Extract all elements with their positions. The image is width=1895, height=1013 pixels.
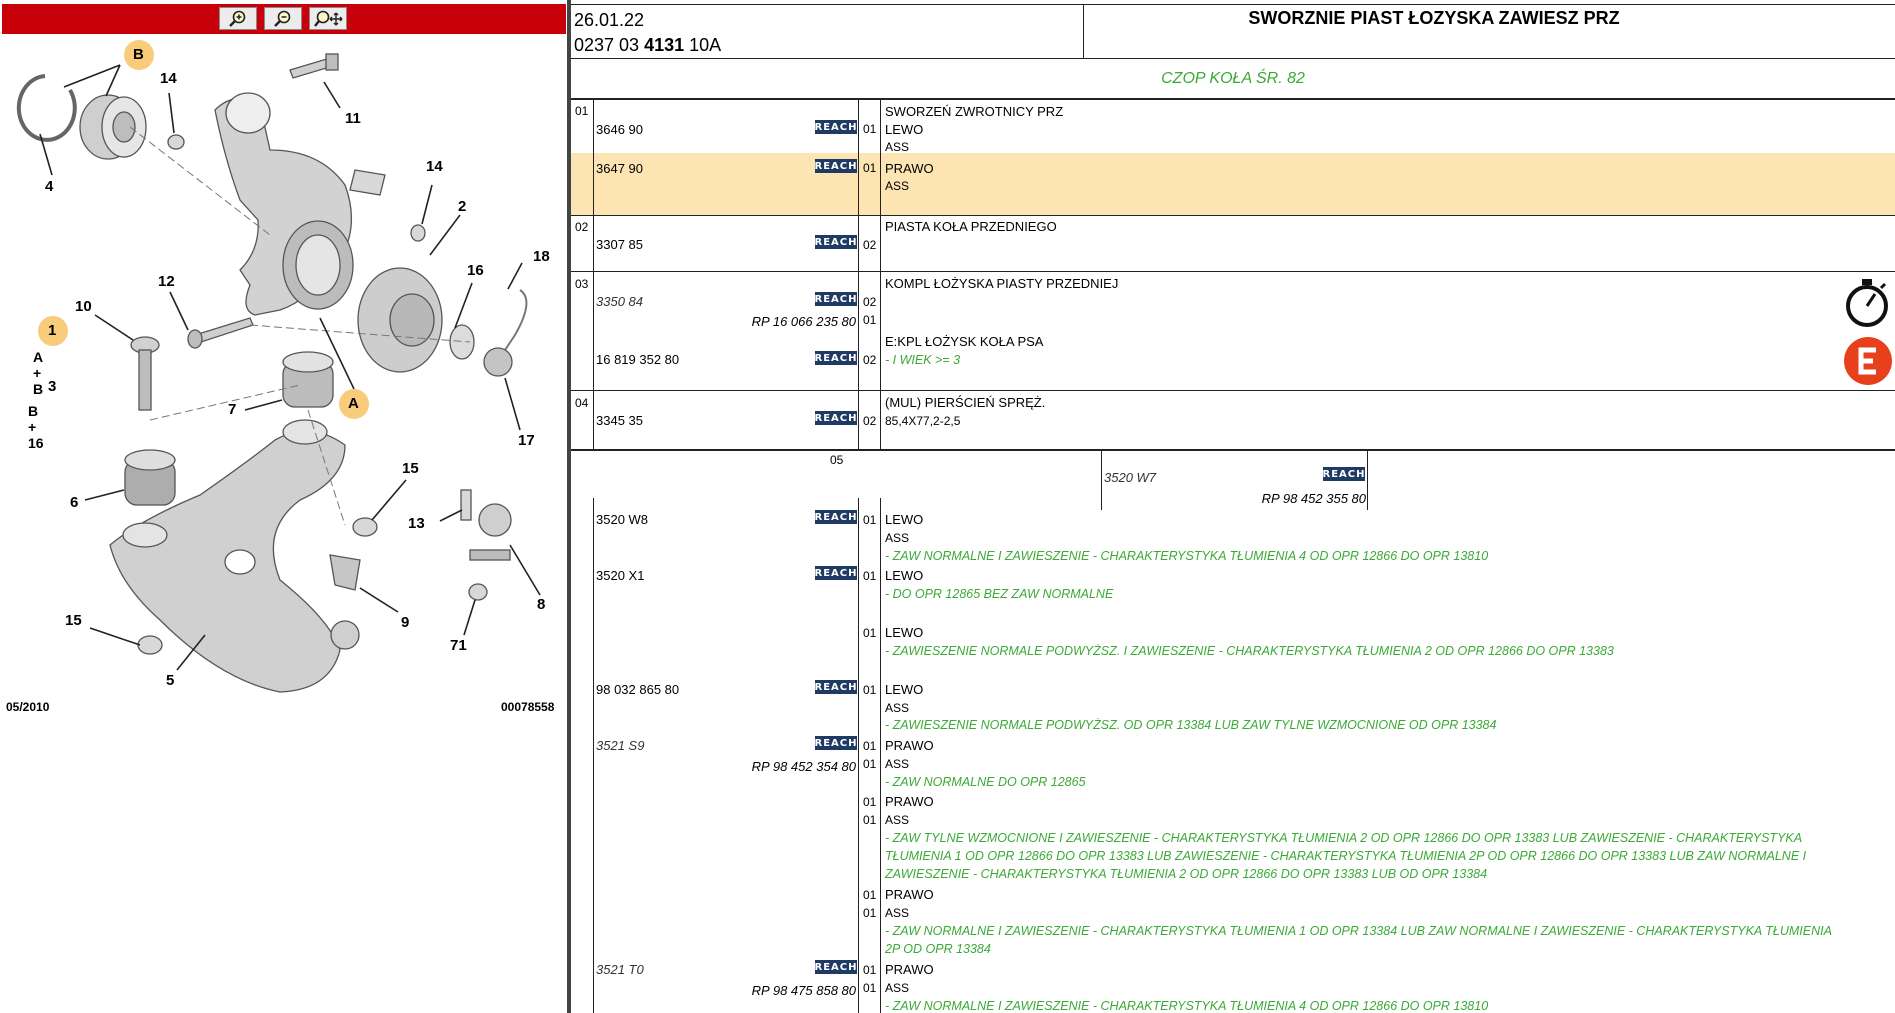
callout-12: 12 [158, 273, 175, 290]
reach-badge: REACH [814, 681, 858, 693]
part-number[interactable]: 3520 W7 [1104, 470, 1157, 485]
replacement-part[interactable]: RP 16 066 235 80 [751, 314, 856, 329]
part-qty: 01 [863, 963, 877, 977]
part-note: - ZAW NORMALNE I ZAWIESZENIE - CHARAKTERYSTYKA TŁUMIENIA 1 OD OPR 13384 LUB ZAW NORMALNE I ZAWIESZENIE - CHARAKTERYSTYKA TŁUMIENIA 2P OD OPR 13384 [885, 924, 1832, 956]
callout-5: 5 [166, 672, 175, 689]
callout-13: 13 [408, 515, 425, 532]
stopwatch-icon[interactable] [1843, 276, 1891, 333]
part-qty: 01 [863, 739, 877, 753]
part-qty: 02 [863, 295, 877, 309]
part-note: - ZAW TYLNE WZMOCNIONE I ZAWIESZENIE - CHARAKTERYSTYKA TŁUMIENIA 2 OD OPR 12866 DO OPR 13383 LUB ZAWIESZENIE - CHARAKTERYSTYKA TŁUMIENIA 1 OD OPR 12866 DO OPR 13383 LUB ZAWIESZENIE - CHARAKTERYSTYKA TŁUMIENIA 2P OD OPR 12866 DO OPR 13383 LUB ZAW NORMALNE I ZAWIESZENIE - CHARAKTERYSTYKA TŁUMIENIA 2 OD OPR 12866 DO OPR 13383 LUB OD OPR 13384 [885, 831, 1807, 881]
callout-2: 2 [458, 198, 467, 215]
part-sub: ASS [885, 981, 910, 995]
callout-17: 17 [518, 432, 535, 449]
callout-11: 11 [345, 110, 361, 127]
part-note: - DO OPR 12865 BEZ ZAW NORMALNE [885, 587, 1114, 601]
replacement-part[interactable]: RP 98 452 355 80 [1261, 491, 1366, 506]
callout-B: B [133, 46, 144, 63]
reach-badge: REACH [814, 737, 858, 749]
part-number[interactable]: 16 819 352 80 [596, 352, 680, 367]
reach-badge: REACH [814, 412, 858, 424]
callout-16: 16 [467, 262, 484, 279]
part-description: E:KPL ŁOŻYSK KOŁA PSA [885, 334, 1044, 349]
zoom-out-icon [272, 10, 294, 28]
catalog-ref: 0237 03 4131 10A [574, 35, 722, 55]
part-side: PRAWO [885, 887, 934, 902]
part-sub: ASS [885, 813, 910, 827]
part-side: PRAWO [885, 161, 934, 176]
part-sub: ASS [885, 906, 910, 920]
part-qty: 01 [863, 569, 877, 583]
group-number: 04 [575, 396, 589, 410]
zoom-pan-button[interactable] [309, 7, 347, 30]
callout-71: 71 [450, 637, 467, 654]
callout-3: 3 [48, 378, 57, 395]
part-side: PRAWO [885, 794, 934, 809]
reach-badge: REACH [814, 511, 858, 523]
replacement-part[interactable]: RP 98 475 858 80 [751, 983, 856, 998]
part-qty: 02 [863, 414, 877, 428]
part-qty: 01 [863, 981, 877, 995]
zoom-in-button[interactable] [219, 7, 257, 30]
callout-A-plus-B: A + B [33, 349, 44, 397]
callout-B-plus-16: B + 16 [28, 403, 44, 451]
part-note: - ZAWIESZENIE NORMALE PODWYŻSZ. I ZAWIESZENIE - CHARAKTERYSTYKA TŁUMIENIA 2 OD OPR 12866 DO OPR 13383 [885, 644, 1614, 658]
replacement-part[interactable]: RP 98 452 354 80 [751, 759, 856, 774]
group-number: 01 [575, 104, 589, 118]
callout-9: 9 [401, 614, 410, 631]
section-subtitle: CZOP KOŁA ŚR. 82 [1161, 70, 1305, 87]
callout-8: 8 [537, 596, 546, 613]
part-qty: 02 [863, 353, 877, 367]
part-number[interactable]: 3647 90 [596, 161, 643, 176]
callout-10: 10 [75, 298, 92, 315]
group-number: 02 [575, 220, 589, 234]
callout-15b: 15 [65, 612, 82, 629]
callout-7: 7 [228, 401, 237, 418]
callout-A: A [348, 395, 359, 412]
part-note: - ZAW NORMALNE DO OPR 12865 [885, 775, 1086, 789]
zoom-in-icon [227, 10, 249, 28]
part-number[interactable]: 98 032 865 80 [596, 682, 680, 697]
part-sub: ASS [885, 179, 910, 193]
part-sub: ASS [885, 531, 910, 545]
part-side: LEWO [885, 122, 924, 137]
selected-row-highlight [571, 153, 1895, 215]
zoom-out-button[interactable] [264, 7, 302, 30]
part-qty: 01 [863, 813, 877, 827]
part-qty: 01 [863, 313, 877, 327]
part-number[interactable]: 3307 85 [596, 237, 643, 252]
parts-list-panel [571, 0, 1895, 1013]
catalog-date: 26.01.22 [574, 10, 645, 30]
reach-badge: REACH [814, 236, 858, 248]
callout-15a: 15 [402, 460, 419, 477]
part-note: - ZAW NORMALNE I ZAWIESZENIE - CHARAKTERYSTYKA TŁUMIENIA 4 OD OPR 12866 DO OPR 13810 [885, 549, 1489, 563]
part-qty: 01 [863, 513, 877, 527]
part-number[interactable]: 3345 35 [596, 413, 643, 428]
part-sub: 85,4X77,2-2,5 [885, 414, 961, 428]
reach-badge: REACH [1322, 468, 1366, 480]
part-qty: 01 [863, 122, 877, 136]
part-number[interactable]: 3350 84 [596, 294, 643, 309]
diagram-code: 00078558 [501, 700, 555, 714]
part-side: LEWO [885, 512, 924, 527]
callout-14b: 14 [426, 158, 443, 175]
part-description: PIASTA KOŁA PRZEDNIEGO [885, 219, 1057, 234]
part-note: - ZAW NORMALNE I ZAWIESZENIE - CHARAKTERYSTYKA TŁUMIENIA 4 OD OPR 12866 DO OPR 13810 [885, 999, 1489, 1013]
part-number[interactable]: 3520 X1 [596, 568, 645, 583]
reach-badge: REACH [814, 293, 858, 305]
part-sub: ASS [885, 757, 910, 771]
reach-badge: REACH [814, 121, 858, 133]
part-sub: ASS [885, 701, 910, 715]
diagram-panel [0, 0, 567, 1013]
group-number: 05 [830, 453, 844, 467]
callout-6: 6 [70, 494, 79, 511]
reach-badge: REACH [814, 961, 858, 973]
part-number[interactable]: 3646 90 [596, 122, 643, 137]
part-note: - I WIEK >= 3 [885, 353, 961, 367]
part-qty: 01 [863, 626, 877, 640]
reach-badge: REACH [814, 352, 858, 364]
reach-badge: REACH [814, 160, 858, 172]
part-description: (MUL) PIERŚCIEŃ SPRĘŻ. [885, 395, 1046, 410]
reach-badge: REACH [814, 567, 858, 579]
e-badge-icon[interactable] [1843, 336, 1893, 391]
part-side: LEWO [885, 568, 924, 583]
callout-1: 1 [48, 322, 57, 339]
diagram-date: 05/2010 [6, 700, 50, 714]
part-number[interactable]: 3521 S9 [596, 738, 645, 753]
part-side: LEWO [885, 625, 924, 640]
part-note: - ZAWIESZENIE NORMALE PODWYŻSZ. OD OPR 13384 LUB ZAW TYLNE WZMOCNIONE OD OPR 13384 [885, 718, 1497, 732]
group-number: 03 [575, 277, 589, 291]
callout-14a: 14 [160, 70, 177, 87]
part-qty: 01 [863, 795, 877, 809]
callout-18: 18 [533, 248, 550, 265]
part-description: SWORZEŃ ZWROTNICY PRZ [885, 104, 1064, 119]
part-side: PRAWO [885, 962, 934, 977]
part-qty: 02 [863, 238, 877, 252]
part-sub: ASS [885, 140, 910, 154]
part-description: KOMPL ŁOŻYSKA PIASTY PRZEDNIEJ [885, 276, 1119, 291]
zoom-toolbar [2, 4, 566, 34]
zoom-pan-icon [313, 10, 343, 28]
callout-4: 4 [45, 178, 54, 195]
page-title: SWORZNIE PIAST ŁOZYSKA ZAWIESZ PRZ [1248, 8, 1620, 28]
part-qty: 01 [863, 906, 877, 920]
part-qty: 01 [863, 888, 877, 902]
part-number[interactable]: 3521 T0 [596, 962, 644, 977]
part-qty: 01 [863, 683, 877, 697]
part-number[interactable]: 3520 W8 [596, 512, 649, 527]
part-qty: 01 [863, 757, 877, 771]
part-qty: 01 [863, 161, 877, 175]
exploded-parts-diagram [0, 36, 567, 726]
part-side: PRAWO [885, 738, 934, 753]
part-side: LEWO [885, 682, 924, 697]
